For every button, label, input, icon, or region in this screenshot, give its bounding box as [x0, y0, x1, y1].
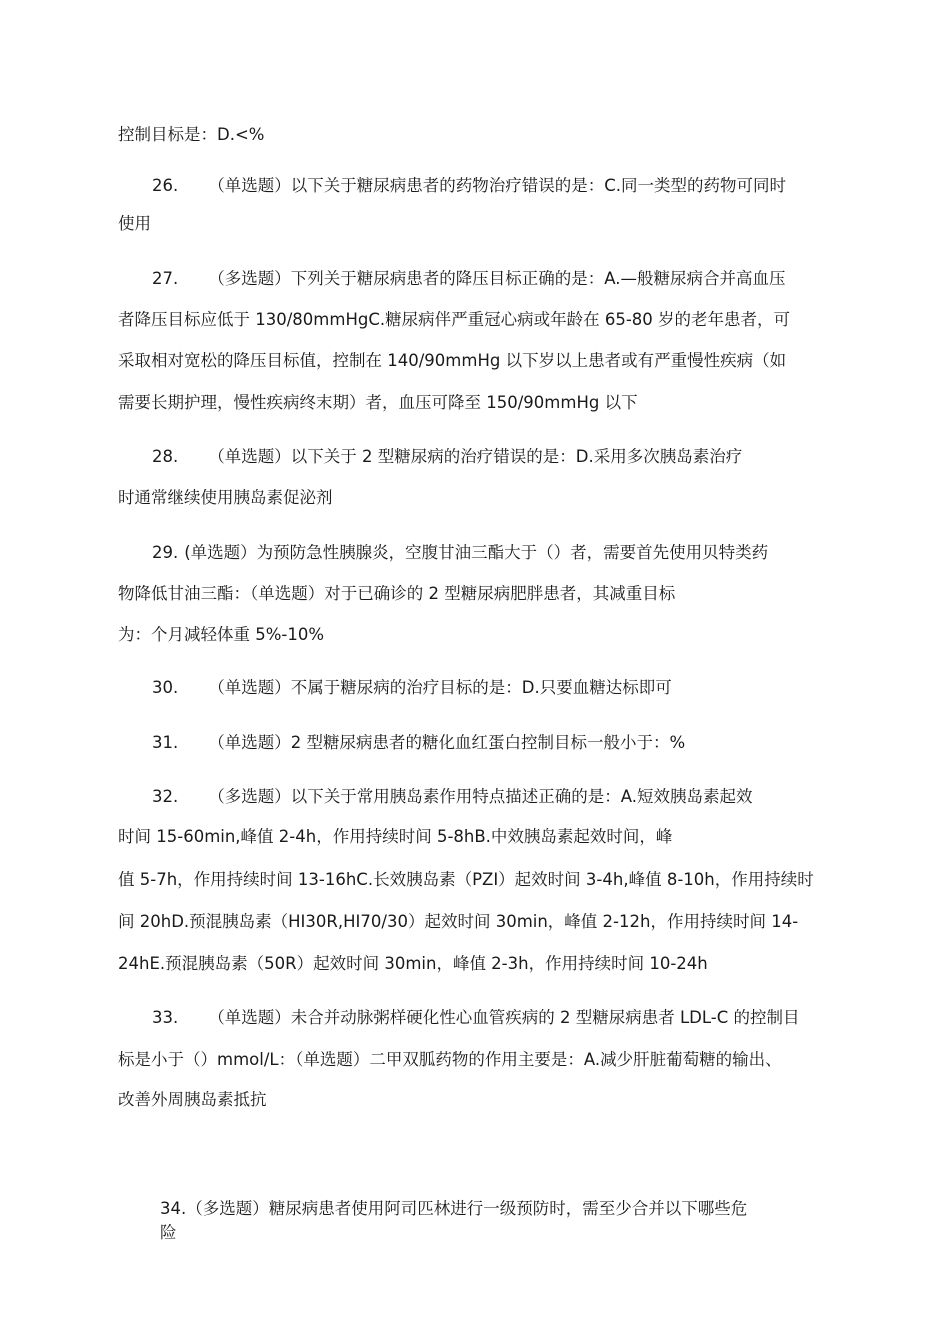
line-text: 者降压目标应低于 130/80mmHgC.糖尿病伴严重冠心病或年龄在 65-80 岁的老年患者，可: [118, 310, 791, 329]
line-text: 值 5-7h，作用持续时间 13-16hC.长效胰岛素（PZI）起效时间 3-4h,峰值 8-10h，作用持续时: [118, 870, 814, 889]
question-number: 31.: [152, 733, 179, 752]
line-text: 采取相对宽松的降压目标值，控制在 140/90mmHg 以下岁以上患者或有严重慢性疾病（如: [118, 351, 787, 370]
question-text: （多选题）下列关于糖尿病患者的降压目标正确的是：A.—般糖尿病合并高血压: [208, 269, 786, 288]
text-line: [118, 1049, 782, 1071]
question-text: 34.（多选题）糖尿病患者使用阿司匹林进行一级预防时，需至少合并以下哪些危: [160, 1199, 748, 1218]
line-text: 改善外周胰岛素抵抗: [118, 1090, 267, 1109]
question-number: 28.: [152, 447, 179, 466]
question-27: [152, 268, 786, 290]
text-line: [118, 309, 790, 331]
question-28: [152, 446, 742, 468]
line-text: 物降低甘油三酯：（单选题）对于已确诊的 2 型糖尿病肥胖患者，其减重目标: [118, 584, 676, 603]
text-line: [118, 350, 786, 372]
line-text: 控制目标是：D.<%: [118, 125, 265, 144]
text-line: [118, 392, 638, 414]
text-line: [160, 1222, 177, 1244]
question-29: [152, 542, 768, 564]
line-text: 时间 15-60min,峰值 2-4h，作用持续时间 5-8hB.中效胰岛素起效时间，峰: [118, 827, 673, 846]
line-text: 间 20hD.预混胰岛素（HI30R,HI70/30）起效时间 30min，峰值 2-12h，作用持续时间 14-: [118, 912, 799, 931]
line-text: 时通常继续使用胰岛素促泌剂: [118, 488, 333, 507]
question-number: 32.: [152, 787, 179, 806]
question-number: 29.: [152, 543, 179, 562]
question-30: [152, 677, 672, 699]
question-34: [160, 1198, 747, 1220]
text-line: [118, 487, 333, 509]
line-text: 标是小于（）mmol/L：（单选题）二甲双胍药物的作用主要是：A.减少肝脏葡萄糖的输出、: [118, 1050, 782, 1069]
question-text: （多选题）以下关于常用胰岛素作用特点描述正确的是：A.短效胰岛素起效: [208, 787, 753, 806]
text-line: [118, 624, 324, 646]
question-number: 27.: [152, 269, 179, 288]
text-line: [118, 826, 672, 848]
text-line: [118, 869, 814, 891]
question-26: [152, 175, 786, 197]
text-line: [118, 1089, 267, 1111]
question-31: [152, 732, 685, 754]
question-text: （单选题）以下关于 2 型糖尿病的治疗错误的是：D.采用多次胰岛素治疗: [208, 447, 743, 466]
text-line: [118, 911, 798, 933]
line-text: 使用: [118, 214, 151, 233]
question-text: （单选题）不属于糖尿病的治疗目标的是：D.只要血糖达标即可: [208, 678, 672, 697]
line-text: 24hE.预混胰岛素（50R）起效时间 30min，峰值 2-3h，作用持续时间 10-24h: [118, 954, 708, 973]
text-line: [118, 953, 708, 975]
question-number: 33.: [152, 1008, 179, 1027]
question-text: （单选题）2 型糖尿病患者的糖化血红蛋白控制目标一般小于：%: [208, 733, 686, 752]
question-33: [152, 1007, 800, 1029]
text-line: [118, 583, 675, 605]
text-line: [118, 213, 151, 235]
question-32: [152, 786, 753, 808]
question-text: （单选题）以下关于糖尿病患者的药物治疗错误的是：C.同一类型的药物可同时: [208, 176, 787, 195]
question-number: 26.: [152, 176, 179, 195]
line-text: 需要长期护理，慢性疾病终末期）者，血压可降至 150/90mmHg 以下: [118, 393, 638, 412]
line-text: 为：个月减轻体重 5%-10%: [118, 625, 325, 644]
text-line: [118, 124, 264, 146]
line-text: 险: [160, 1223, 177, 1242]
question-text: （单选题）未合并动脉粥样硬化性心血管疾病的 2 型糖尿病患者 LDL-C 的控制目: [208, 1008, 800, 1027]
question-number: 30.: [152, 678, 179, 697]
question-text: (单选题）为预防急性胰腺炎，空腹甘油三酯大于（）者，需要首先使用贝特类药: [184, 543, 769, 562]
